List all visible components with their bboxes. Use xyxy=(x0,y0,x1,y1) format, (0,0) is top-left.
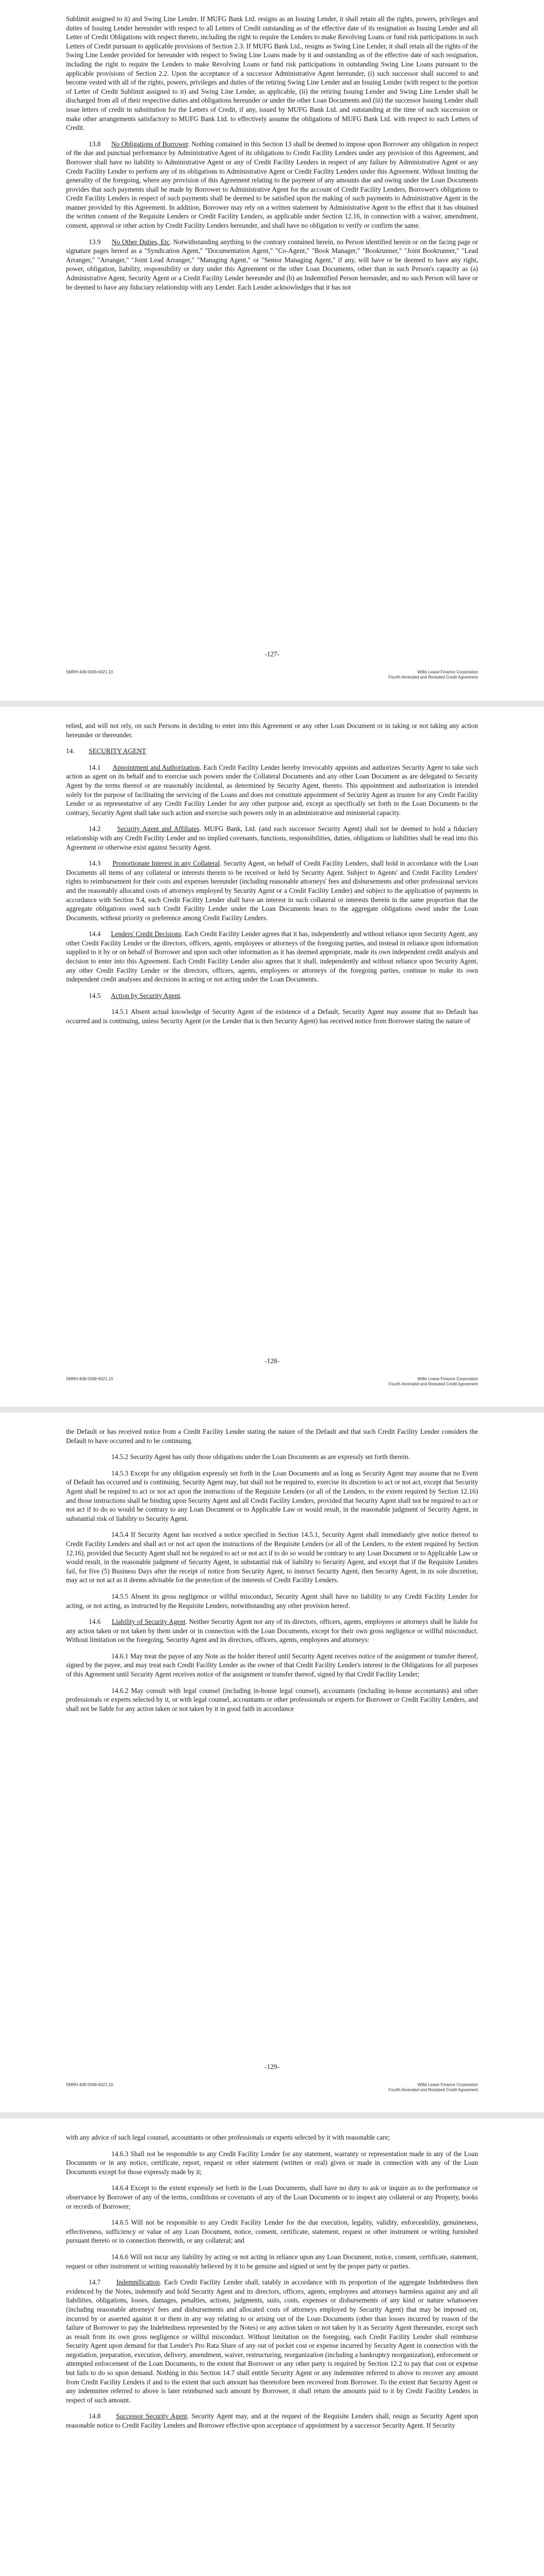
footer-agreement: Fourth Amended and Restated Credit Agreement xyxy=(388,2088,478,2092)
section-text: . Each Credit Facility Lender shall, ratably in accordance with its proportion of the aggregate Indebtedness then evidenced by the Notes, indemnify and hold Security Agent and its directors, officers, agents, employees and attorneys harmless against any and all liabilities, obligations, losses, damages, penalties, actions, judgments, suits, costs, expenses or disbursements of any kind or nature whatsoever (including reasonable attorneys' fees and disbursements and allocated costs of attorneys employed by Security Agent) that may be imposed on, incurred by or asserted against it or them in any way relating to or arising out of the Loan Documents (other than losses incurred by reason of the failure of Borrower to pay the Indebtedness represented by the Notes) or any action taken or not taken by it as Security Agent thereunder, except such as result from its own gross negligence or willful misconduct. Without limitation on the foregoing, each Credit Facility Lender shall reimburse Security Agent upon demand for that Lender's Pro Rata Share of any out of pocket cost or expense incurred by Security Agent in connection with the negotiation, preparation, execution, delivery, amendment, waiver, restructuring, reorganization (including a bankruptcy reorganization), enforcement or attempted enforcement of the Loan Documents, to the extent that Borrower or any other party is required by Section 12.2 to pay that cost or expense but fails to do so upon demand. Nothing in this Section 14.7 shall entitle Security Agent or any indemnitee referred to above to recover any amount from Credit Facility Lenders if and to the extent that such amount has theretofore been recovered from Borrower. To the extent that Security Agent or any indemnitee referred to above is later reimbursed such amount by Borrower, it shall return the amounts paid to it by Credit Facility Lenders in respect of such amount. xyxy=(66,2278,478,2404)
section-14-4 xyxy=(66,929,478,984)
section-number: 13.8 xyxy=(89,140,101,148)
page-number: -129- xyxy=(265,2063,279,2071)
section-14-5 xyxy=(66,991,478,1001)
section-title: No Obligations of Borrower xyxy=(111,140,188,148)
section-number: 14. xyxy=(66,747,75,755)
subsection-14-5-1: 14.5.1 Absent actual knowledge of Security Agent of the existence of a Default, Security Agent may assume that no Default has occurred and is continuing, unless Security Agent (or the Lender that is then Security Agent) has received notice from Borrower stating the nature of xyxy=(66,1008,478,1025)
subsection-14-5-2: 14.5.2 Security Agent has only those obligations under the Loan Documents as are expressly set forth therein. xyxy=(111,1453,410,1461)
section-text: . Neither Security Agent nor any of its directors, officers, agents, employees or attorneys shall be liable for any action taken or not taken by them under or in connection with the Loan Documents, except for their own gross negligence or willful misconduct. Without limitation on the foregoing, Security Agent and its directors, officers, agents, employees and attorneys: xyxy=(66,1618,478,1644)
section-title: SECURITY AGENT xyxy=(89,747,146,755)
paragraph: relied, and will not rely, on such Persons in deciding to enter into this Agreement or any other Loan Document or in taking or not taking any action hereunder or thereunder. xyxy=(66,722,478,739)
footer-title xyxy=(389,670,478,680)
section-14-1 xyxy=(66,763,478,818)
section-text: . Each Credit Facility Lender agrees that it has, independently and without reliance upon Security Agent, any other Credit Facility Lender or the directors, officers, agents, employees or attorneys of the foregoing parties, and instead in reliance upon information supplied to it by or on behalf of Borrower and upon such other information as it has deemed appropriate, made its own independent credit analysis and decision to enter into this Agreement. Each Credit Facility Lender also agrees that it shall, independently and without reliance upon Security Agent, any other Credit Facility Lender or the directors, officers, agents, employees or attorneys of the foregoing parties, continue to make its own independent credit analyses and decisions in acting or not acting under the Loan Documents. xyxy=(66,930,478,984)
page-number: -128- xyxy=(265,1357,279,1365)
footer-doc-id: SMRH:408-5569-6021.10 xyxy=(66,2082,113,2087)
section-number: 14.8 xyxy=(89,2412,101,2420)
paragraph: Sublimit assigned to it) and Swing Line Lender. If MUFG Bank Ltd. resigns as an Issuing Lender, it shall retain all the rights, powers, privileges and duties of Issuing Lender hereunder with respect to all Letters of Credit outstanding as of the effective date of its resignation as Issuing Lender and all Letter of Credit Obligations with respect thereto, including the right to require the Lenders to make Revolving Loans or fund risk participations in such Letters of Credit pursuant to applicable provisions of Section 2.3. If MUFG Bank Ltd., resigns as Swing Line Lender, it shall retain all the rights of the Swing Line Lender provided for hereunder with respect to Swing Line Loans made by it and outstanding as of the effective date of such resignation, including the right to require the Lenders to make Revolving Loans or fund risk participations in outstanding Swing Line Loans pursuant to the applicable provisions of Section 2.2. Upon the acceptance of a successor Administrative Agent hereunder, (i) such successor shall succeed to and become vested with all of the rights, powers, privileges and duties of the retiring Swing Line Lender and an Issuing Lender (with respect to the portion of Letter of Credit Sublimit assigned to it) and Swing Line Lender, as applicable, (ii) the retiring Issuing Lender and Swing Line Lender shall be discharged from all of their respective duties and obligations hereunder or under the other Loan Documents and (iii) the successor Issuing Lender shall issue letters of credit in substitution for the Letters of Credit, if any, issued by MUFG Bank Ltd. and outstanding at the time of such succession or make other arrangements satisfactory to MUFG Bank Ltd. to effectively assume the obligations of MUFG Bank Ltd. with respect to such Letters of Credit. xyxy=(66,15,478,132)
document-page-127 xyxy=(0,0,544,701)
subsection-14-6-4: 14.6.4 Except to the extent expressly set forth in the Loan Documents, shall have no duty to ask or inquire as to the performance or observance by Borrower of any of the terms, conditions or covenants of any of the Loan Documents or to inspect any collateral or any Property, books or records of Borrower; xyxy=(66,2184,478,2210)
section-14-3 xyxy=(66,859,478,922)
section-title: Appointment and Authorization xyxy=(112,763,200,771)
section-title: Indemnification xyxy=(116,2278,160,2286)
footer-agreement: Fourth Amended and Restated Credit Agreement xyxy=(388,1382,478,1386)
section-14-2 xyxy=(66,824,478,852)
section-text: . Security Agent may, and at the request of the Requisite Lenders shall, resign as Security Agent upon reasonable notice to Credit Facility Lenders and Borrower effective upon acceptance of appointment by a successor Security Agent. If Security xyxy=(66,2412,479,2430)
footer-doc-id: SMRH:408-5569-6021.10 xyxy=(66,1377,113,1381)
section-number: 14.1 xyxy=(89,763,101,771)
section-14-6 xyxy=(66,1617,478,1645)
section-title: Liability of Security Agent xyxy=(111,1618,186,1626)
document-page-130 xyxy=(0,2119,544,2576)
section-title: No Other Duties, Etc xyxy=(111,238,170,246)
section-text: . xyxy=(180,991,182,999)
section-title: Action by Security Agent xyxy=(110,991,180,999)
footer-company: Willis Lease Finance Corporation xyxy=(417,1377,478,1381)
footer-title xyxy=(389,2082,478,2093)
section-title: Successor Security Agent xyxy=(116,2412,188,2420)
subsection-14-5-5: 14.5.5 Absent its gross negligence or willful misconduct, Security Agent shall have no liability to any Credit Facility Lender for acting, or not acting, as instructed by the Requisite Lenders, notwithstanding any other provision hereof. xyxy=(66,1592,478,1609)
subsection-14-6-5: 14.6.5 Will not be responsible to any Credit Facility Lender for the due execution, legality, validity, enforceability, genuineness, effectiveness, sufficiency or value of any Loan Document, notice, consent, certificate, statement, request or other instrument or writing furnished pursuant thereto or in connection therewith, or any collateral; and xyxy=(66,2218,478,2245)
section-title: Proportionate Interest in any Collateral xyxy=(112,859,220,868)
section-14-8 xyxy=(66,2412,478,2430)
document-page-129 xyxy=(0,1413,544,2112)
footer-company: Willis Lease Finance Corporation xyxy=(417,670,478,674)
subsection-14-6-6: 14.6.6 Will not incur any liability by acting or not acting in reliance upon any Loan Document, notice, consent, certificate, statement, request or other instrument or writing reasonably believed by it to be genuine and signed or sent by the proper party or parties. xyxy=(66,2252,478,2270)
paragraph: with any advice of such legal counsel, accountants or other professionals or experts selected by it with reasonable care; xyxy=(66,2133,390,2141)
section-13-8 xyxy=(66,140,478,230)
section-13-9 xyxy=(66,238,478,292)
section-number: 14.5 xyxy=(89,991,101,999)
section-number: 14.2 xyxy=(89,825,101,833)
page-number: -127- xyxy=(265,650,279,658)
footer-title xyxy=(389,1377,478,1387)
section-number: 14.3 xyxy=(89,859,101,868)
section-text: . Nothing contained in this Section 13 shall be deemed to impose upon Borrower any obligation in respect of the due and punctual performance by Administrative Agent of its obligations to Credit Facility Lenders under any provision of this Agreement, and Borrower shall have no liability to Administrative Agent or any of Credit Facility Lenders in respect of any failure by Administrative Agent or any Credit Facility Lender to perform any of its obligations to Administrative Agent or Credit Facility Lenders under this Agreement. Without limiting the generality of the foregoing, where any provision of this Agreement relating to the payment of any amounts due and owing under the Loan Documents provides that such payments shall be made by Borrower to Administrative Agent for the account of Credit Facility Lenders, Borrower's obligations to Credit Facility Lenders in respect of such payments shall be deemed to be satisfied upon the making of such payments to Administrative Agent in the manner provided by this Agreement. In addition, Borrower may rely on a written statement by Administrative Agent to the effect that it has obtained the written consent of the Requisite Lenders or Credit Facility Lenders, as applicable under Section 12.16, in connection with a waiver, amendment, consent, approval or other action by Credit Facility Lenders hereunder, and shall have no obligation to verify or confirm the same. xyxy=(66,140,478,230)
subsection-14-6-3: 14.6.3 Shall not be responsible to any Credit Facility Lender for any statement, warranty or representation made in any of the Loan Documents or in any notice, certificate, report, request or other statement (written or oral) given or made in connection with any of the Loan Documents except for those expressly made by it; xyxy=(66,2149,478,2176)
section-text: . Security Agent, on behalf of Credit Facility Lenders, shall hold in accordance with the Loan Documents all items of any collateral or interests therein to be received or held by Security Agent. Subject to Agents' and Credit Facility Lenders' rights to reimbursement for their costs and expenses hereunder (including reasonable attorneys' fees and disbursements and other professional services and the reasonably allocated costs of attorneys employed by Security Agent or a Credit Facility Lender) and subject to the application of payments in accordance with Section 9.4, each Credit Facility Lender shall have an interest in such collateral or interests therein in the same proportion that the aggregate obligations owed such Credit Facility Lender under the Loan Documents bears to the aggregate obligations owed under the Loan Documents, without priority or preference among Credit Facility Lenders. xyxy=(66,859,478,922)
section-14-heading xyxy=(66,747,478,756)
section-14-7 xyxy=(66,2278,478,2404)
section-number: 14.4 xyxy=(89,930,101,938)
section-title: Security Agent and Affiliates xyxy=(117,825,200,833)
footer-doc-id: SMRH:408-5569-6021.10 xyxy=(66,670,113,674)
section-text: . MUFG Bank, Ltd. (and each successor Security Agent) shall not be deemed to hold a fiduciary relationship with any Credit Facility Lender and no implied covenants, functions, responsibilities, duties, obligations or liabilities shall be read into this Agreement or otherwise exist against Security Agent. xyxy=(66,825,478,851)
section-number: 14.7 xyxy=(89,2278,101,2286)
footer-agreement: Fourth Amended and Restated Credit Agreement xyxy=(388,675,478,680)
section-number: 13.9 xyxy=(89,238,101,246)
footer-company: Willis Lease Finance Corporation xyxy=(417,2082,478,2087)
subsection-14-5-3: 14.5.3 Except for any obligation expressly set forth in the Loan Documents and as long as Security Agent may assume that no Event of Default has occurred and is continuing, Security Agent may, but shall not be required to, exercise its discretion to act or not act, except that Security Agent shall be required to act or not act upon the instructions of the Requisite Lenders (or all of the Lenders, to the extent required by Section 12.16) and those instructions shall be binding upon Security Agent and all Credit Facility Lenders, provided that Security Agent shall not be required to act or not act if to do so would be contrary to any Loan Document or to Applicable Law or would result, in the reasonable judgment of Security Agent, in substantial risk of liability to Security Agent. xyxy=(66,1469,478,1522)
section-text: . Notwithstanding anything to the contrary contained herein, no Person identified herein or on the facing page or signature pages hereof as a "Syndication Agent," "Documentation Agent," "Co-Agent," "Book Manager," "Bookrunner," "Joint Bookrunner," "Lead Arranger," "Arranger," "Joint Lead Arranger," "Managing Agent," or "Senior Managing Agent," if any, will have or be deemed to have any right, power, obligation, liability, responsibility or duty under this Agreement or the other Loan Documents, other than in such Person's capacity as (a) Administrative Agent, Security Agent or a Credit Facility Lender hereunder and (b) an Indemnified Person hereunder, and no such Person will have or be deemed to have any fiduciary relationship with any Lender. Each Lender acknowledges that it has not xyxy=(66,238,478,291)
subsection-14-6-2: 14.6.2 May consult with legal counsel (including in-house legal counsel), accountants (including in-house accountants) and other professionals or experts selected by it, or with legal counsel, accountants or other professionals or experts for Borrower or Credit Facility Lenders, and shall not be liable for any action taken or not taken by it in good faith in accordance xyxy=(66,1686,478,1713)
subsection-14-5-4: 14.5.4 If Security Agent has received a notice specified in Section 14.5.1, Security Agent shall immediately give notice thereof to Credit Facility Lenders and shall act or not act upon the instructions of the Requisite Lenders (or all of the Lenders, to the extent required by Section 12.16), provided that Security Agent shall not be required to act or not act if to do so would be contrary to any Loan Document or to Applicable Law or would result, in the reasonable judgment of Security Agent, in substantial risk of liability to Security Agent, and except that if the Requisite Lenders fail, for five (5) Business Days after the receipt of notice from Security Agent, to instruct Security Agent, then Security Agent, in its sole discretion, may act or not act as it deems advisable for the protection of the interests of Credit Facility Lenders. xyxy=(66,1531,478,1584)
subsection-14-6-1: 14.6.1 May treat the payee of any Note as the holder thereof until Security Agent receives notice of the assignment or transfer thereof, signed by the payee, and may treat each Credit Facility Lender as the owner of that Credit Facility Lender's interest in the Obligations for all purposes of this Agreement until Security Agent receives notice of the assignment or transfer thereof, signed by that Credit Facility Lender; xyxy=(66,1652,478,1679)
section-number: 14.6 xyxy=(89,1618,101,1626)
section-text: . Each Credit Facility Lender hereby irrevocably appoints and authorizes Security Agent to take such action as agent on its behalf and to exercise such powers under the Collateral Documents and any other Loan Document as are delegated to Security Agent by the terms thereof or are reasonably incidental, as determined by Security Agent, thereto. This appointment and authorization is intended solely for the purpose of facilitating the servicing of the Loans and does not constitute appointment of Security Agent as trustee for any Credit Facility Lender or as representative of any Credit Facility Lender for any other purpose and, except as specifically set forth in the Loan Documents to the contrary, Security Agent shall take such action and exercise such powers only in an administrative and ministerial capacity. xyxy=(66,763,479,817)
paragraph: the Default or has received notice from a Credit Facility Lender stating the nature of the Default and that such Credit Facility Lender considers the Default to have occurred and to be continuing. xyxy=(66,1428,478,1445)
section-title: Lenders' Credit Decisions xyxy=(111,930,182,938)
document-page-128 xyxy=(0,707,544,1406)
